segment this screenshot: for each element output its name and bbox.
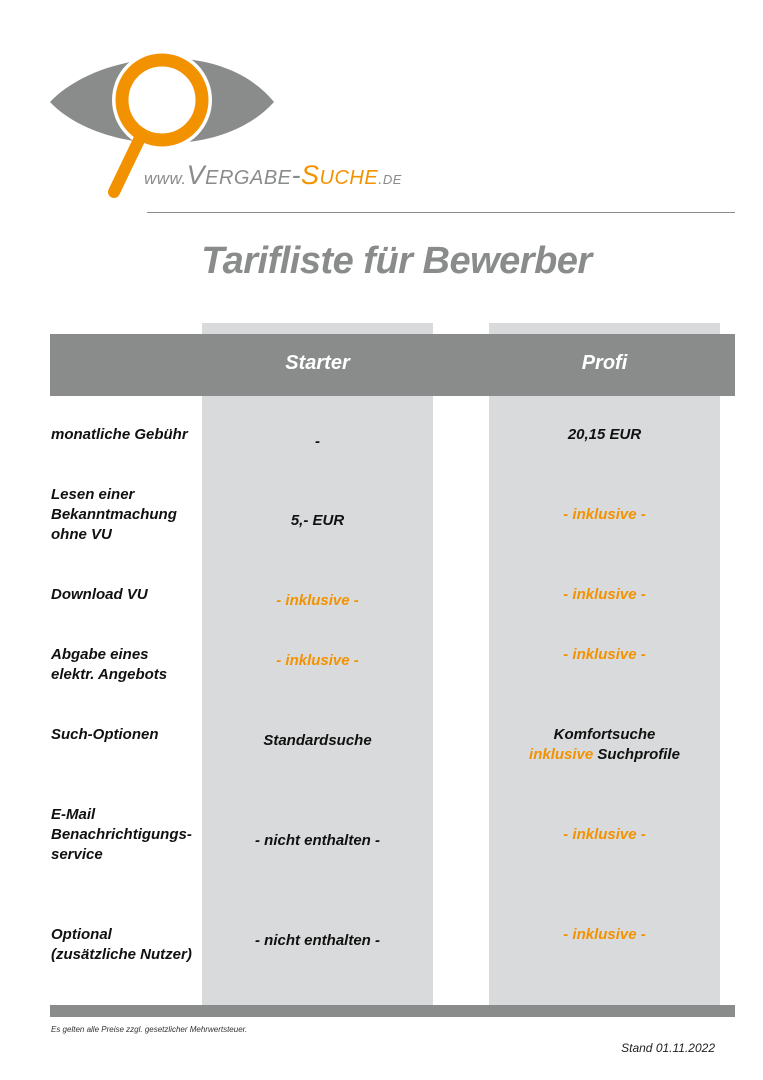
label-line: elektr. Angebots [51, 666, 168, 683]
row-label-such-optionen [51, 725, 201, 745]
starter-monatliche-gebuehr: - [315, 433, 320, 450]
starter-abgabe: - inklusive - [276, 652, 359, 669]
profi-email: - inklusive - [563, 826, 646, 843]
row-label-email [51, 805, 201, 865]
logo-dash: - [291, 160, 301, 190]
label-line: ohne VU [51, 526, 112, 543]
label-line: Lesen einer [51, 486, 135, 503]
profi-such-suchprofile: Suchprofile [593, 746, 680, 763]
logo-wordmark [144, 160, 402, 191]
logo-prefix: www. [144, 169, 187, 188]
logo-word-suche: SUCHE [301, 160, 379, 190]
profi-such-optionen [489, 725, 720, 765]
table-footer-band [50, 1005, 735, 1017]
label-line: Such-Optionen [51, 726, 159, 743]
header-divider [147, 212, 735, 213]
logo-word-vergabe: VERGABE [186, 160, 292, 190]
label-line: E-Mail [51, 806, 96, 823]
page-title: Tarifliste für Bewerber [201, 240, 592, 282]
logo-suffix: .DE [378, 171, 402, 188]
starter-download: - inklusive - [276, 592, 359, 609]
profi-abgabe: - inklusive - [563, 646, 646, 663]
starter-such-optionen: Standardsuche [263, 732, 372, 749]
row-label-optional [51, 925, 201, 965]
starter-optional: - nicht enthalten - [255, 932, 380, 949]
plan-starter: Starter [285, 352, 350, 374]
profi-lesen: - inklusive - [563, 506, 646, 523]
label-line: Optional [51, 926, 112, 943]
label-line: Abgabe eines [51, 646, 149, 663]
label-line: Benachrichtigungs- [51, 826, 192, 843]
starter-email: - nicht enthalten - [255, 832, 380, 849]
profi-such-line2 [489, 745, 720, 765]
row-label-abgabe [51, 645, 201, 685]
row-label-download [51, 585, 201, 605]
profi-download: - inklusive - [563, 586, 646, 603]
plan-profi: Profi [581, 352, 628, 374]
profi-such-line1: Komfortsuche [553, 726, 656, 743]
profi-optional: - inklusive - [563, 926, 646, 943]
label-line: Bekanntmachung [51, 506, 177, 523]
label-line: service [51, 846, 103, 863]
magnifier-glass [129, 67, 195, 133]
profi-such-inklusive: inklusive [529, 746, 594, 763]
row-label-monatliche-gebuehr [51, 425, 201, 445]
starter-lesen: 5,- EUR [290, 512, 345, 529]
vat-footnote: Es gelten alle Preise zzgl. gesetzlicher Mehrwertsteuer. [51, 1025, 248, 1034]
label-line: monatliche Gebühr [51, 426, 188, 443]
profi-monatliche-gebuehr: 20,15 EUR [567, 426, 642, 443]
magnifier-handle [114, 140, 139, 192]
row-label-lesen [51, 485, 201, 545]
stand-date: Stand 01.11.2022 [621, 1041, 715, 1055]
label-line: Download VU [51, 586, 148, 603]
label-line: (zusätzliche Nutzer) [51, 946, 192, 963]
